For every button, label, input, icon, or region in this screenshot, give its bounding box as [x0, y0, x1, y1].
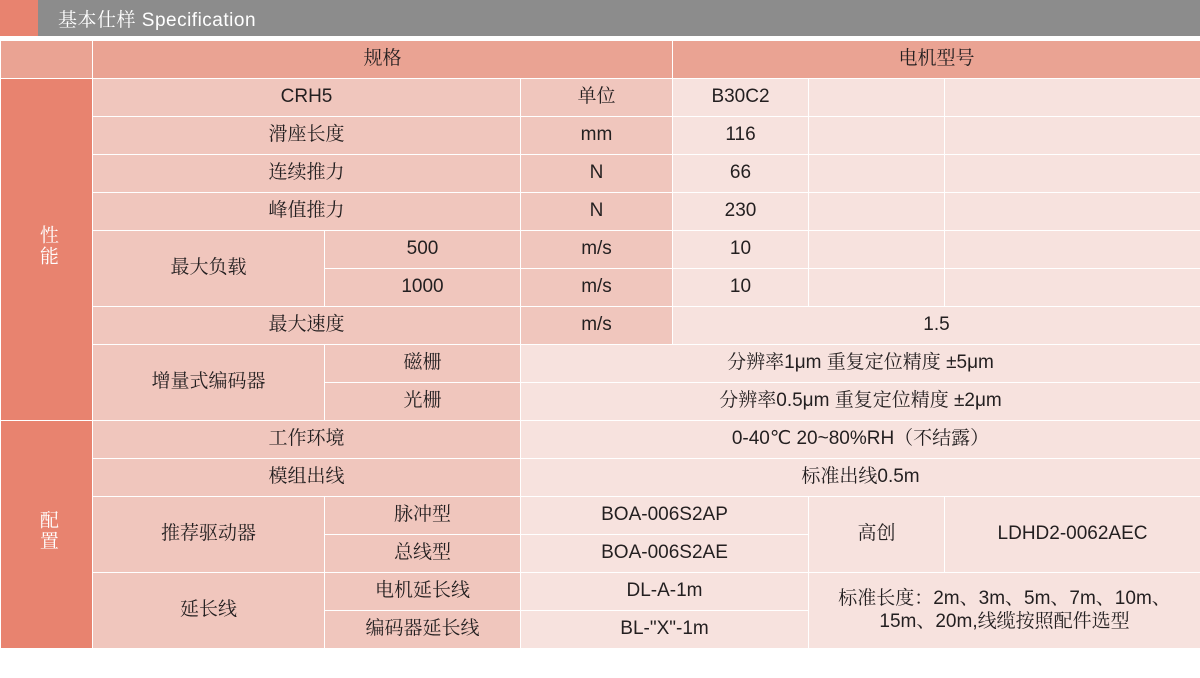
row-name-continuous-force: 连续推力 [93, 155, 521, 193]
row-value-pulse-type: BOA-006S2AP [521, 497, 809, 535]
row-unit-slider-length: mm [521, 117, 673, 155]
row-value3-crh5 [945, 79, 1200, 117]
row-name-slider-length: 滑座长度 [93, 117, 521, 155]
row-value-max-load-500: 10 [673, 231, 809, 269]
row-unit-crh5: 单位 [521, 79, 673, 117]
table-row [1, 497, 1200, 535]
row-value-driver-model: LDHD2-0062AEC [945, 497, 1200, 573]
row-value-max-speed: 1.5 [673, 307, 1200, 345]
row-value2-max-load-500 [809, 231, 945, 269]
row-value-driver-brand: 高创 [809, 497, 945, 573]
section-header-bar [0, 0, 1200, 36]
row-value-crh5: B30C2 [673, 79, 809, 117]
row-sub-motor-extension-cable: 电机延长线 [325, 573, 521, 611]
table-row [1, 193, 1200, 231]
table-row [1, 421, 1200, 459]
table-row [1, 79, 1200, 117]
table-row [1, 573, 1200, 611]
table-row [1, 459, 1200, 497]
row-unit-continuous-force: N [521, 155, 673, 193]
row-name-max-load: 最大负载 [93, 231, 325, 307]
row-unit-max-load-500: m/s [521, 231, 673, 269]
row-value3-slider-length [945, 117, 1200, 155]
row-name-extension-cable: 延长线 [93, 573, 325, 649]
row-value2-max-load-1000 [809, 269, 945, 307]
table-row [1, 307, 1200, 345]
table-row [1, 155, 1200, 193]
row-sub-optical-scale: 光栅 [325, 383, 521, 421]
row-value3-peak-force [945, 193, 1200, 231]
row-sub-max-load-1000: 1000 [325, 269, 521, 307]
row-sub-encoder-extension-cable: 编码器延长线 [325, 611, 521, 649]
table-header-row [1, 41, 1200, 79]
header-corner-cell [1, 41, 93, 79]
row-value2-continuous-force [809, 155, 945, 193]
row-value-optical-scale: 分辨率0.5μm 重复定位精度 ±2μm [521, 383, 1200, 421]
row-name-recommended-driver: 推荐驱动器 [93, 497, 325, 573]
row-value-bus-type: BOA-006S2AE [521, 535, 809, 573]
section-label-performance: 性能 [1, 79, 93, 421]
row-name-max-speed: 最大速度 [93, 307, 521, 345]
row-value-slider-length: 116 [673, 117, 809, 155]
page-title: 基本仕样 Specification [58, 9, 257, 31]
row-name-module-cable: 模组出线 [93, 459, 521, 497]
row-value-standard-lengths: 标准长度：2m、3m、5m、7m、10m、15m、20m,线缆按照配件选型 [809, 573, 1200, 649]
row-unit-peak-force: N [521, 193, 673, 231]
row-value-peak-force: 230 [673, 193, 809, 231]
section-label-configuration: 配置 [1, 421, 93, 649]
row-name-crh5: CRH5 [93, 79, 521, 117]
table-row [1, 345, 1200, 383]
row-name-working-environment: 工作环境 [93, 421, 521, 459]
row-name-peak-force: 峰值推力 [93, 193, 521, 231]
table-row [1, 231, 1200, 269]
header-spec-cell: 规格 [93, 41, 673, 79]
row-sub-bus-type: 总线型 [325, 535, 521, 573]
header-accent-block [0, 0, 38, 36]
row-value2-peak-force [809, 193, 945, 231]
row-value-module-cable: 标准出线0.5m [521, 459, 1200, 497]
row-unit-max-load-1000: m/s [521, 269, 673, 307]
row-sub-pulse-type: 脉冲型 [325, 497, 521, 535]
table-row [1, 117, 1200, 155]
row-value2-crh5 [809, 79, 945, 117]
row-value-max-load-1000: 10 [673, 269, 809, 307]
row-unit-max-speed: m/s [521, 307, 673, 345]
row-value3-continuous-force [945, 155, 1200, 193]
row-name-incremental-encoder: 增量式编码器 [93, 345, 325, 421]
row-value3-max-load-1000 [945, 269, 1200, 307]
row-value2-slider-length [809, 117, 945, 155]
row-value-working-environment: 0-40℃ 20~80%RH（不结露） [521, 421, 1200, 459]
row-value3-max-load-500 [945, 231, 1200, 269]
row-value-motor-extension-cable: DL-A-1m [521, 573, 809, 611]
specification-table [0, 40, 1200, 649]
row-sub-magnetic-scale: 磁栅 [325, 345, 521, 383]
row-value-continuous-force: 66 [673, 155, 809, 193]
row-sub-max-load-500: 500 [325, 231, 521, 269]
row-value-magnetic-scale: 分辨率1μm 重复定位精度 ±5μm [521, 345, 1200, 383]
header-motor-model-cell: 电机型号 [673, 41, 1200, 79]
row-value-encoder-extension-cable: BL-"X"-1m [521, 611, 809, 649]
